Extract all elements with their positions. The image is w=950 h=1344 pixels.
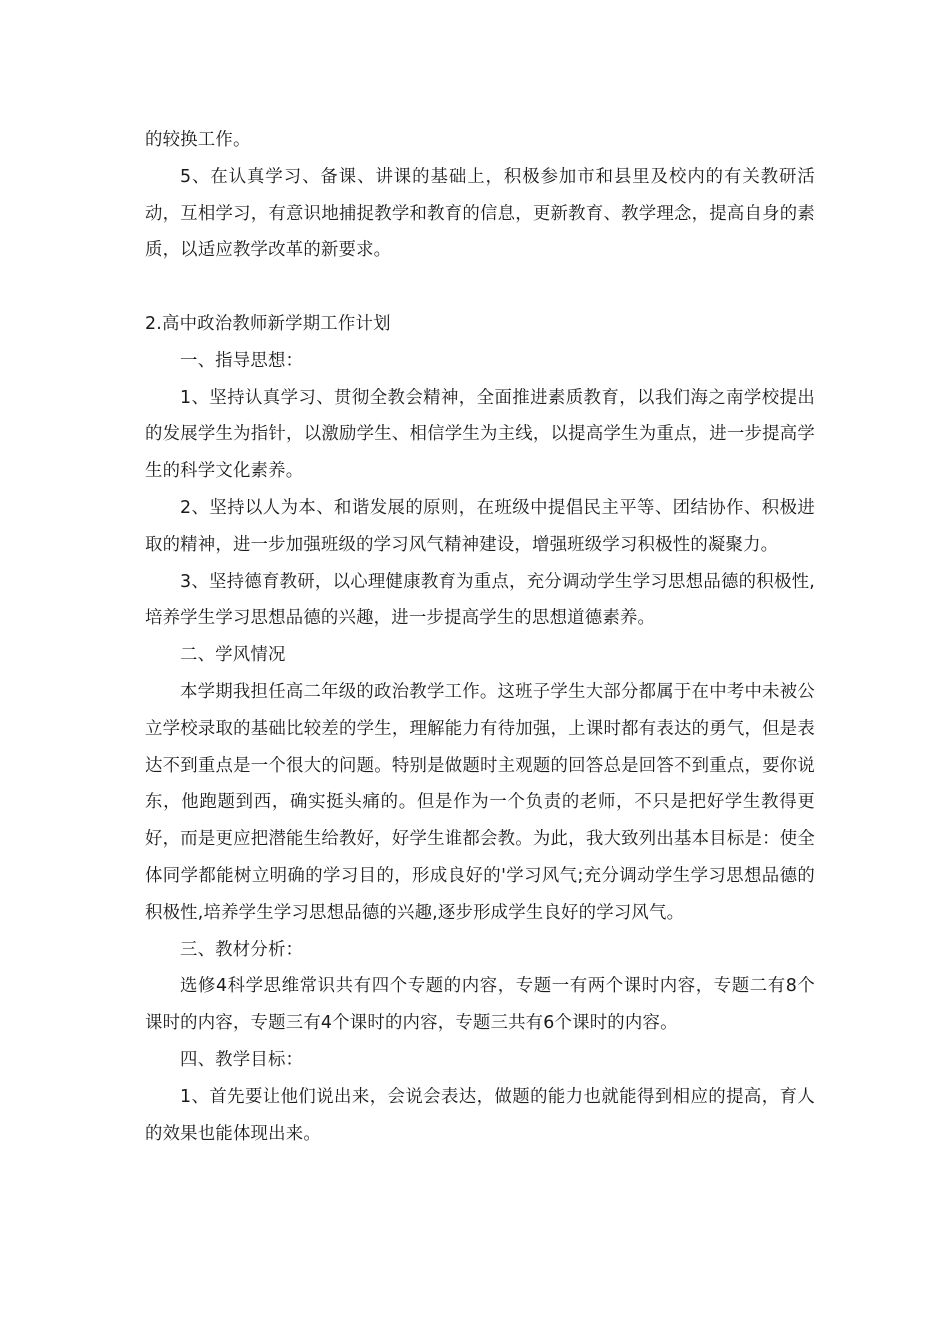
paragraph-textbook-analysis: 选修4科学思维常识共有四个专题的内容，专题一有两个课时内容，专题二有8个课时的内容，专题三有4个课时的内容，专题三共有6个课时的内容。 — [145, 976, 815, 1034]
paragraph-teaching-goal-1: 1、首先要让他们说出来，会说会表达，做题的能力也就能得到相应的提高，育人的效果也能体现出来。 — [145, 1086, 815, 1144]
paragraph-guiding-1: 1、坚持认真学习、贯彻全教会精神，全面推进素质教育，以我们海之南学校提出的发展学生为指针，以激励学生、相信学生为主线，以提高学生为重点，进一步提高学生的科学文化素养。 — [145, 387, 815, 482]
section-title: 2.高中政治教师新学期工作计划 — [145, 313, 391, 334]
paragraph-item-5: 5、在认真学习、备课、讲课的基础上，积极参加市和县里及校内的有关教研活动，互相学习，有意识地捕捉教学和教育的信息，更新教育、教学理念，提高自身的素质，以适应教学改革的新要求。 — [145, 166, 815, 261]
document-body — [145, 122, 815, 1152]
paragraph-guiding-3: 3、坚持德育教研，以心理健康教育为重点，充分调动学生学习思想品德的积极性,培养学生学习思想品德的兴趣，进一步提高学生的思想道德素养。 — [145, 571, 815, 629]
paragraph-guiding-2: 2、坚持以人为本、和谐发展的原则，在班级中提倡民主平等、团结协作、积极进取的精神，进一步加强班级的学习风气精神建设，增强班级学习积极性的凝聚力。 — [145, 497, 815, 555]
heading-textbook-analysis: 三、教材分析： — [180, 939, 304, 960]
paragraph-study-atmosphere: 本学期我担任高二年级的政治教学工作。这班子学生大部分都属于在中考中未被公立学校录取的基础比较差的学生，理解能力有待加强，上课时都有表达的勇气，但是表达不到重点是一个很大的问题。特别是做题时主观题的回答总是回答不到重点，要你说东，他跑题到西，确实挺头痛的。但是作为一个负责的老师，不只是把好学生教得更好，而是更应把潜能生给教好，好学生谁都会教。为此，我大致列出基本目标是：使全体同学都能树立明确的学习目的，形成良好的'学习风气;充分调动学生学习思想品德的积极性,培养学生学习思想品德的兴趣,逐步形成学生良好的学习风气。 — [145, 681, 815, 923]
paragraph-continuation: 的较换工作。 — [145, 130, 251, 150]
heading-study-atmosphere: 二、学风情况 — [180, 645, 286, 666]
heading-teaching-goals: 四、教学目标： — [180, 1049, 304, 1070]
heading-guiding-thought: 一、指导思想： — [180, 350, 304, 371]
